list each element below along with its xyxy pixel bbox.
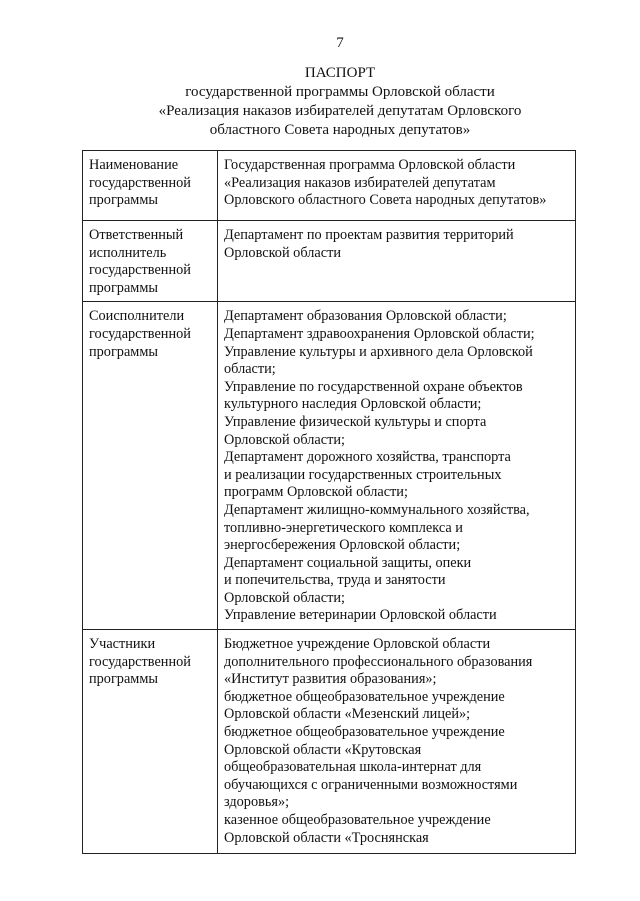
- row-label-line: Участники: [89, 636, 156, 653]
- row-value-line: общеобразовательная школа-интернат для: [224, 759, 482, 776]
- row-label-line: программы: [89, 671, 159, 688]
- row-value-line: «Реализация наказов избирателей депутатам: [224, 174, 496, 191]
- row-value-line: области;: [224, 361, 276, 378]
- passport-table: [82, 150, 576, 854]
- document-header: [150, 64, 530, 140]
- row-value-line: казенное общеобразовательное учреждение: [224, 812, 491, 828]
- row-value-line: программ Орловской области;: [224, 484, 408, 501]
- row-value-line: Департамент дорожного хозяйства, транспорта: [224, 449, 511, 466]
- row-value-line: Департамент жилищно-коммунального хозяйства,: [224, 501, 530, 518]
- row-value-line: и реализации государственных строительных: [224, 466, 502, 483]
- row-value-line: Департамент по проектам развития территорий: [224, 227, 514, 243]
- row-value-line: здоровья»;: [224, 794, 290, 811]
- row-value-line: Управление физической культуры и спорта: [224, 413, 487, 430]
- passport-table-body: [83, 151, 576, 854]
- document-subtitle-line: «Реализация наказов избирателей депутатам Орловского: [158, 103, 522, 119]
- row-value-line: бюджетное общеобразовательное учреждение: [224, 724, 505, 741]
- table-row: [83, 302, 576, 630]
- row-value-cell: [218, 630, 576, 854]
- row-value-cell: [218, 151, 576, 221]
- row-value-line: Государственная программа Орловской области: [224, 157, 516, 173]
- row-value-line: Департамент социальной защиты, опеки: [224, 554, 472, 571]
- row-value-line: Орловской области: [224, 244, 341, 261]
- row-value-line: Департамент образования Орловской области;: [224, 308, 507, 325]
- row-label-line: государственной: [89, 653, 191, 670]
- row-label-line: Ответственный: [89, 227, 184, 243]
- row-value-line: Бюджетное учреждение Орловской области: [224, 636, 491, 653]
- row-value-line: обучающихся с ограниченными возможностями: [224, 776, 518, 793]
- row-value-line: дополнительного профессионального образования: [224, 653, 533, 670]
- table-row: [83, 221, 576, 302]
- row-value-line: Орловского областного Совета народных депутатов»: [224, 192, 547, 209]
- row-value-line: Орловской области;: [224, 589, 345, 606]
- row-label-line: государственной: [89, 174, 191, 191]
- row-value-cell: [218, 221, 576, 302]
- row-value-line: Управление культуры и архивного дела Орловской: [224, 343, 533, 360]
- row-label-line: программы: [89, 343, 159, 360]
- row-label-cell: [83, 630, 218, 854]
- document-title: ПАСПОРТ: [304, 65, 376, 81]
- table-row: [83, 630, 576, 854]
- row-value-line: Департамент здравоохранения Орловской области;: [224, 325, 535, 342]
- row-label-line: исполнитель: [89, 244, 167, 261]
- row-value-line: Орловской области «Троснянская: [224, 829, 429, 846]
- row-label-cell: [83, 221, 218, 302]
- page-number: 7: [336, 35, 344, 51]
- row-value-line: бюджетное общеобразовательное учреждение: [224, 688, 505, 705]
- row-value-line: Управление ветеринарии Орловской области: [224, 607, 497, 624]
- document-subtitle-line: областного Совета народных депутатов»: [209, 122, 471, 138]
- row-label-cell: [83, 151, 218, 221]
- row-label-cell: [83, 302, 218, 630]
- row-label-line: Наименование: [89, 157, 179, 173]
- row-label-line: программы: [89, 279, 159, 296]
- row-value-line: Орловской области «Мезенский лицей»;: [224, 706, 471, 723]
- row-label-line: государственной: [89, 262, 191, 279]
- row-label-line: Соисполнители: [89, 308, 185, 325]
- row-label-line: государственной: [89, 325, 191, 342]
- row-value-line: Орловской области;: [224, 431, 345, 448]
- row-value-line: Управление по государственной охране объектов: [224, 378, 523, 395]
- row-label-line: программы: [89, 192, 159, 209]
- row-value-line: культурного наследия Орловской области;: [224, 396, 482, 413]
- row-value-cell: [218, 302, 576, 630]
- row-value-line: и попечительства, труда и занятости: [224, 572, 446, 589]
- row-value-line: Орловской области «Крутовская: [224, 741, 422, 758]
- document-subtitle-line: государственной программы Орловской области: [185, 84, 495, 100]
- row-value-line: топливно-энергетического комплекса и: [224, 519, 463, 536]
- table-row: [83, 151, 576, 221]
- row-value-line: «Институт развития образования»;: [224, 671, 437, 688]
- row-value-line: энергосбережения Орловской области;: [224, 537, 461, 554]
